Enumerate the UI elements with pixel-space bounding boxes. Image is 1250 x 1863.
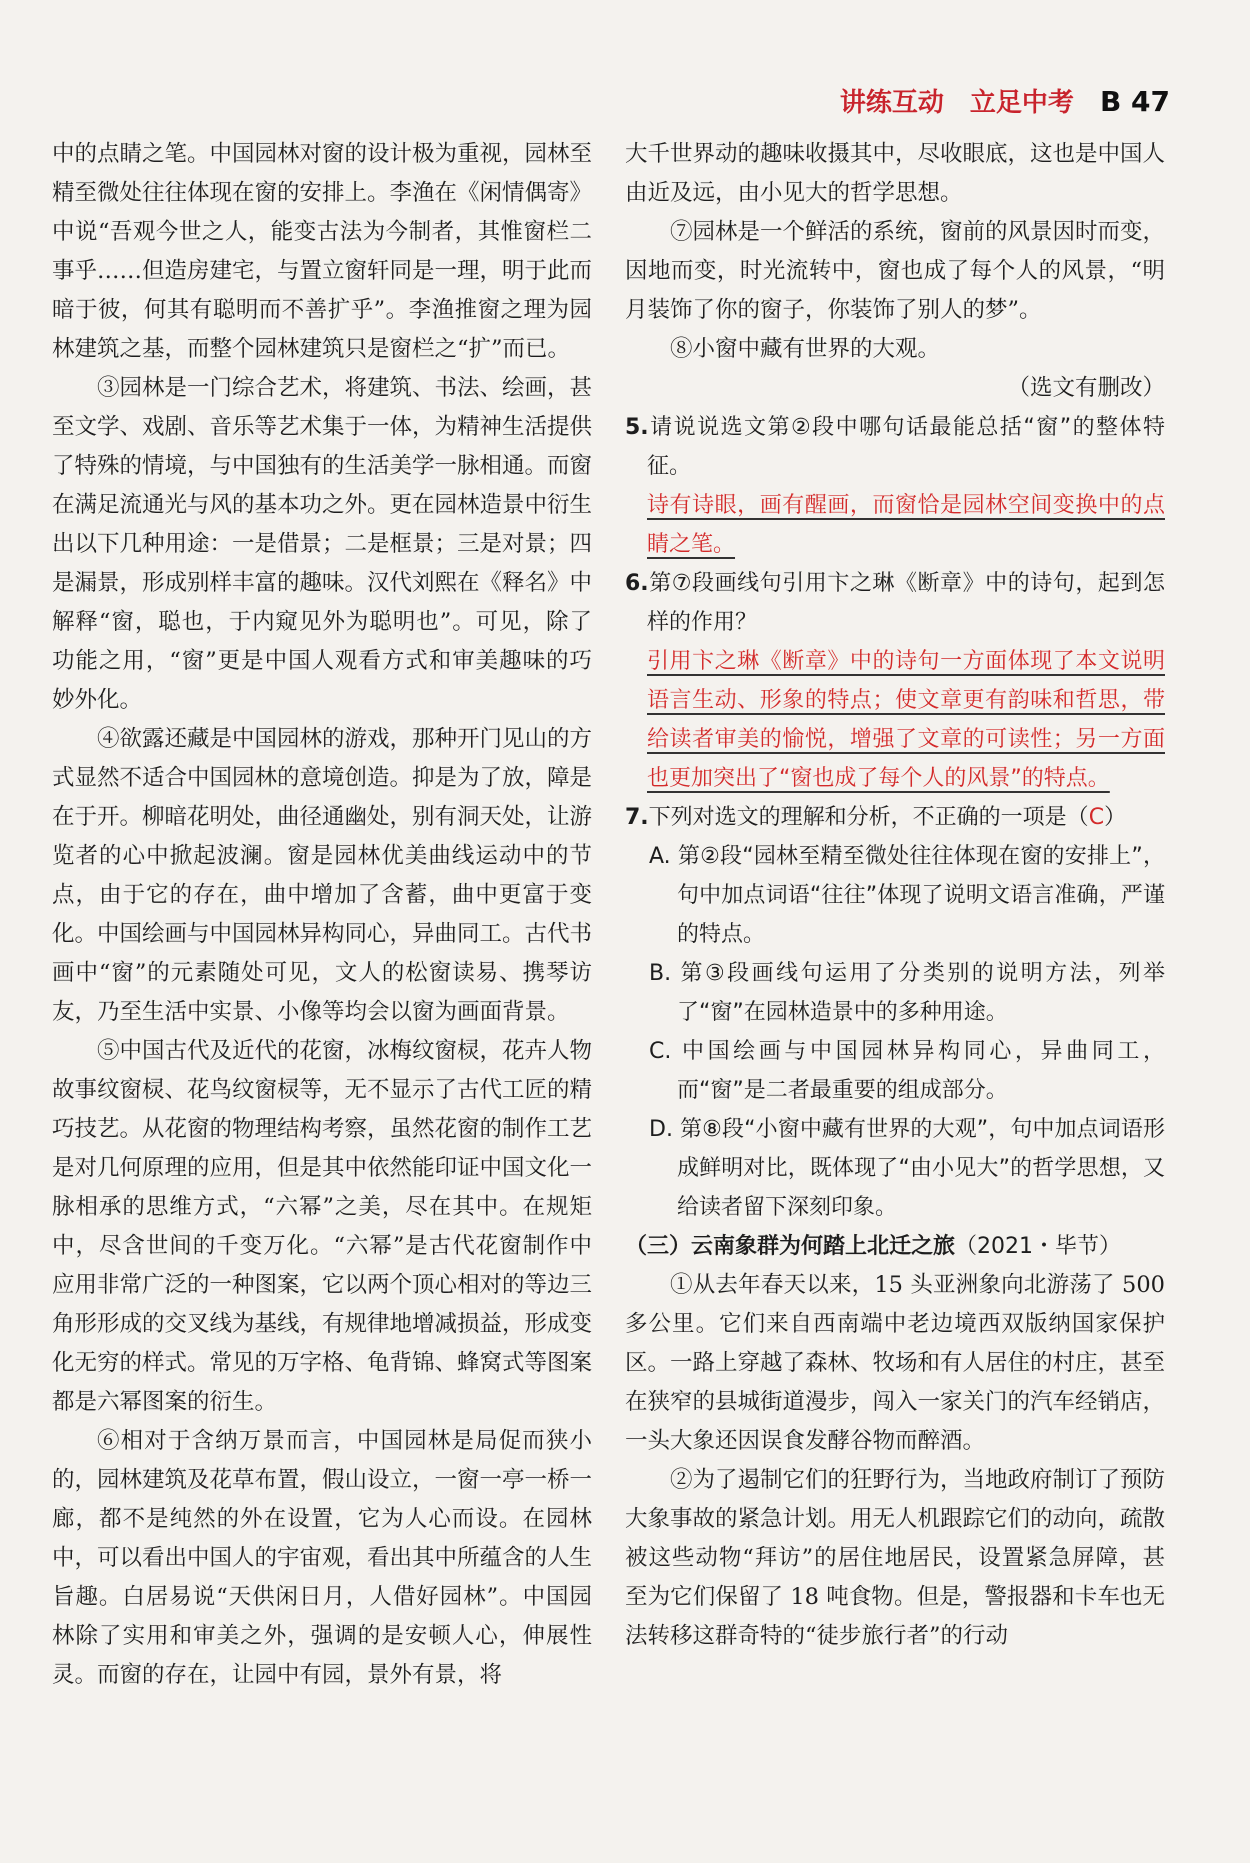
page-number: B 47 [1099, 85, 1170, 118]
page-header [840, 82, 1170, 119]
section-3-tag: （2021・毕节） [955, 1234, 1122, 1259]
header-right: 立足中考 [969, 88, 1074, 118]
q7-close: ） [1104, 805, 1127, 830]
paragraph-5: ⑤中国古代及近代的花窗，冰梅纹窗棂，花卉人物故事纹窗棂、花鸟纹窗棂等，无不显示了古代工匠的精巧技艺。从花窗的物理结构考察，虽然花窗的制作工艺是对几何原理的应用，但是其中依然能印证中国文化一脉相承的思维方式，“六幂”之美，尽在其中。在规矩中，尽含世间的千变万化。“六幂”是古代花窗制作中应用非常广泛的一种图案，它以两个顶心相对的等边三角形形成的交叉线为基线，有规律地增减损益，形成变化无穷的样式。常见的万字格、龟背锦、蜂窝式等图案都是六幂图案的衍生。 [52, 1038, 593, 1415]
q5-text: 请说说选文第②段中哪句话最能总括“窗”的整体特征。 [647, 415, 1165, 479]
paragraph-8: ⑧小窗中藏有世界的大观。 [670, 336, 941, 362]
section-3-paragraph-1: ①从去年春天以来，15 头亚洲象向北游荡了 500 多公里。它们来自西南端中老边境西双版纳国家保护区。一路上穿越了森林、牧场和有人居住的村庄，甚至在狭窄的县城街道漫步，闯入一家关门的汽车经销店，一头大象还因误食发酵谷物而醉酒。 [625, 1272, 1166, 1454]
q7-text: 下列对选文的理解和分析，不正确的一项是（ [648, 805, 1089, 830]
source-note: （选文有删改） [1007, 375, 1165, 401]
q5-answer: 诗有诗眼，画有醒画，而窗恰是园林空间变换中的点睛之笔。 [647, 493, 1165, 557]
question-6 [625, 564, 1165, 642]
q7-option-d: D. 第⑧段“小窗中藏有世界的大观”，句中加点词语形成鲜明对比，既体现了“由小见大”的哲学思想，又给读者留下深刻印象。 [649, 1117, 1165, 1220]
q5-number: 5. [625, 415, 649, 440]
left-column [52, 135, 592, 1695]
q6-number: 6. [625, 571, 649, 596]
paragraph-7: ⑦园林是一个鲜活的系统，窗前的风景因时而变，因地而变，时光流转中，窗也成了每个人的风景，“明月装饰了你的窗子，你装饰了别人的梦”。 [625, 219, 1166, 323]
paragraph-6: ⑥相对于含纳万景而言，中国园林是局促而狭小的，园林建筑及花草布置，假山设立，一窗一亭一桥一廊，都不是纯然的外在设置，它为人心而设。在园林中，可以看出中国人的宇宙观，看出其中所蕴含的人生旨趣。白居易说“天供闲日月，人借好园林”。中国园林除了实用和审美之外，强调的是安顿人心，伸展性灵。而窗的存在，让园中有园，景外有景，将 [52, 1428, 593, 1688]
paragraph-3: ③园林是一门综合艺术，将建筑、书法、绘画，甚至文学、戏剧、音乐等艺术集于一体，为精神生活提供了特殊的情境，与中国独有的生活美学一脉相通。而窗在满足流通光与风的基本功之外。更在园林造景中衍生出以下几种用途：一是借景；二是框景；三是对景；四是漏景，形成别样丰富的趣味。汉代刘熙在《释名》中解释“窗，聪也，于内窥见外为聪明也”。可见，除了功能之用，“窗”更是中国人观看方式和审美趣味的巧妙外化。 [52, 375, 593, 713]
q6-text: 第⑦段画线句引用卞之琳《断章》中的诗句，起到怎样的作用？ [647, 571, 1165, 635]
question-7 [625, 798, 1165, 837]
q7-option-c: C. 中国绘画与中国园林异构同心，异曲同工，而“窗”是二者最重要的组成部分。 [649, 1039, 1165, 1103]
header-left: 讲练互动 [839, 88, 944, 118]
section-3-heading: （三）云南象群为何踏上北迁之旅 [625, 1234, 956, 1259]
paragraph-2-cont: 中的点睛之笔。中国园林对窗的设计极为重视，园林至精至微处往往体现在窗的安排上。李渔在《闲情偶寄》中说“吾观今世之人，能变古法为今制者，其惟窗栏二事乎……但造房建宅，与置立窗轩同是一理，明于此而暗于彼，何其有聪明而不善扩乎”。李渔推窗之理为园林建筑之基，而整个园林建筑只是窗栏之“扩”而已。 [52, 141, 593, 362]
q7-option-b: B. 第③段画线句运用了分类别的说明方法，列举了“窗”在园林造景中的多种用途。 [649, 961, 1165, 1025]
q7-number: 7. [625, 805, 649, 830]
q7-option-a: A. 第②段“园林至精至微处往往体现在窗的安排上”，句中加点词语“往往”体现了说明文语言准确，严谨的特点。 [649, 844, 1165, 947]
paragraph-4: ④欲露还藏是中国园林的游戏，那种开门见山的方式显然不适合中国园林的意境创造。抑是为了放，障是在于开。柳暗花明处，曲径通幽处，别有洞天处，让游览者的心中掀起波澜。窗是园林优美曲线运动中的节点，由于它的存在，曲中增加了含蓄，曲中更富于变化。中国绘画与中国园林异构同心，异曲同工。古代书画中“窗”的元素随处可见，文人的松窗读易、携琴访友，乃至生活中实景、小像等均会以窗为画面背景。 [52, 726, 593, 1025]
q6-answer: 引用卞之琳《断章》中的诗句一方面体现了本文说明语言生动、形象的特点；使文章更有韵味和哲思，带给读者审美的愉悦，增强了文章的可读性；另一方面也更加突出了“窗也成了每个人的风景”的特点。 [647, 649, 1165, 791]
section-3-paragraph-2: ②为了遏制它们的狂野行为，当地政府制订了预防大象事故的紧急计划。用无人机跟踪它们的动向，疏散被这些动物“拜访”的居住地居民，设置紧急屏障，甚至为它们保留了 18 吨食物。但是，警报器和卡车也无法转移这群奇特的“徒步旅行者”的行动 [625, 1467, 1166, 1649]
section-3-title [625, 1227, 1165, 1266]
right-column [625, 135, 1165, 1656]
question-5 [625, 408, 1165, 486]
paragraph-6-cont: 大千世界动的趣味收摄其中，尽收眼底，这也是中国人由近及远，由小见大的哲学思想。 [625, 141, 1166, 206]
q7-answer: C [1088, 805, 1105, 830]
